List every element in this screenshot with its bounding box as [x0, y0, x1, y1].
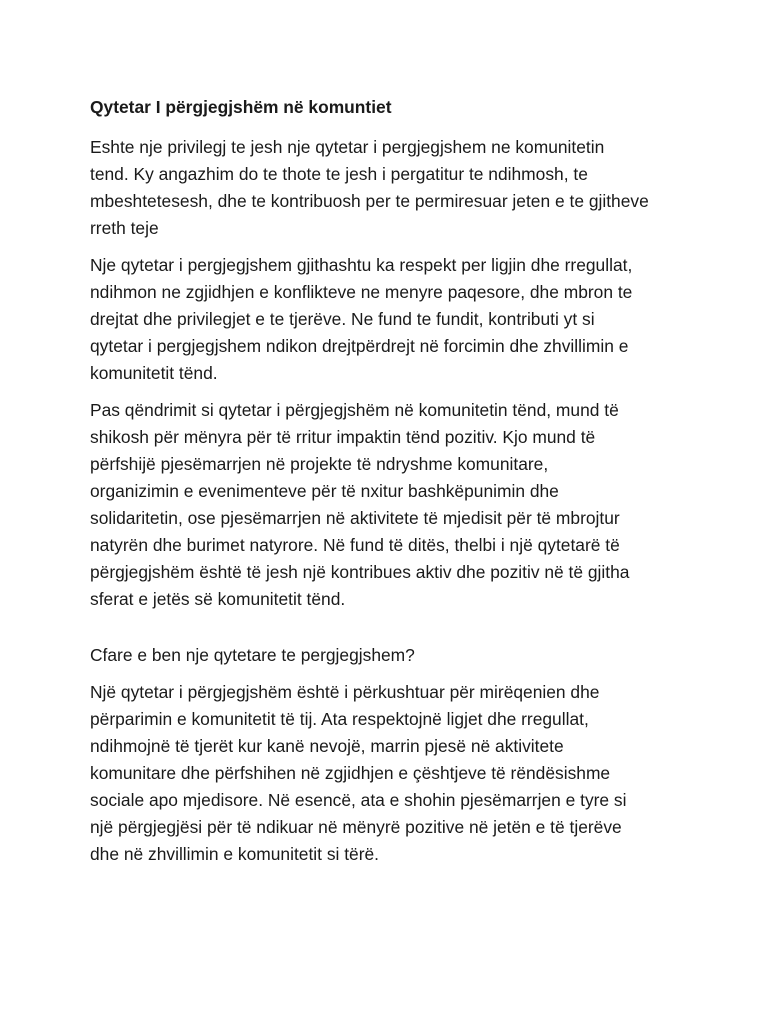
- question-heading: Cfare e ben nje qytetare te pergjegjshem?: [90, 645, 415, 665]
- document-body: [90, 94, 690, 878]
- document-title: Qytetar I përgjegjshëm në komuntiet: [90, 97, 392, 117]
- paragraph-answer: Një qytetar i përgjegjshëm është i përkushtuar për mirëqenien dhe përparimin e komunitetit të tij. Ata respektojnë ligjet dhe rregullat, ndihmojnë të tjerët kur kanë nevojë, marrin pjesë në aktivitete komunitare dhe përfshihen në zgjidhjen e çështjeve të rëndësishme sociale apo mjedisore. Në esencë, ata e shohin pjesëmarrjen e tyre si një përgjegjësi për të ndikuar në mënyrë pozitive në jetën e të tjerëve dhe në zhvillimin e komunitetit si tërë.: [90, 682, 627, 864]
- paragraph-privilege: Eshte nje privilegj te jesh nje qytetar i pergjegjshem ne komunitetin tend. Ky angazhim do te thote te jesh i pergatitur te ndihmosh, te mbeshtetesesh, dhe te kontribuosh per te permiresuar jeten e te gjitheve rreth teje: [90, 137, 649, 238]
- paragraph-positive-impact: Pas qëndrimit si qytetar i përgjegjshëm në komunitetin tënd, mund të shikosh për mënyra për të rritur impaktin tënd pozitiv. Kjo mund të përfshijë pjesëmarrjen në projekte të ndryshme komunitare, organizimin e evenimenteve për të nxitur bashkëpunimin dhe solidaritetin, ose pjesëmarrjen në aktivitete të mjedisit për të mbrojtur natyrën dhe burimet natyrore. Në fund të ditës, thelbi i një qytetarë të përgjegjshëm është të jesh një kontribues aktiv dhe pozitiv në të gjitha sferat e jetës së komunitetit tënd.: [90, 400, 630, 609]
- paragraph-respect-law: Nje qytetar i pergjegjshem gjithashtu ka respekt per ligjin dhe rregullat, ndihmon ne zgjidhjen e konflikteve ne menyre paqesore, dhe mbron te drejtat dhe privilegjet e te tjerëve. Ne fund te fundit, kontributi yt si qytetar i pergjegjshem ndikon drejtpërdrejt në forcimin dhe zhvillimin e komunitetit tënd.: [90, 255, 633, 383]
